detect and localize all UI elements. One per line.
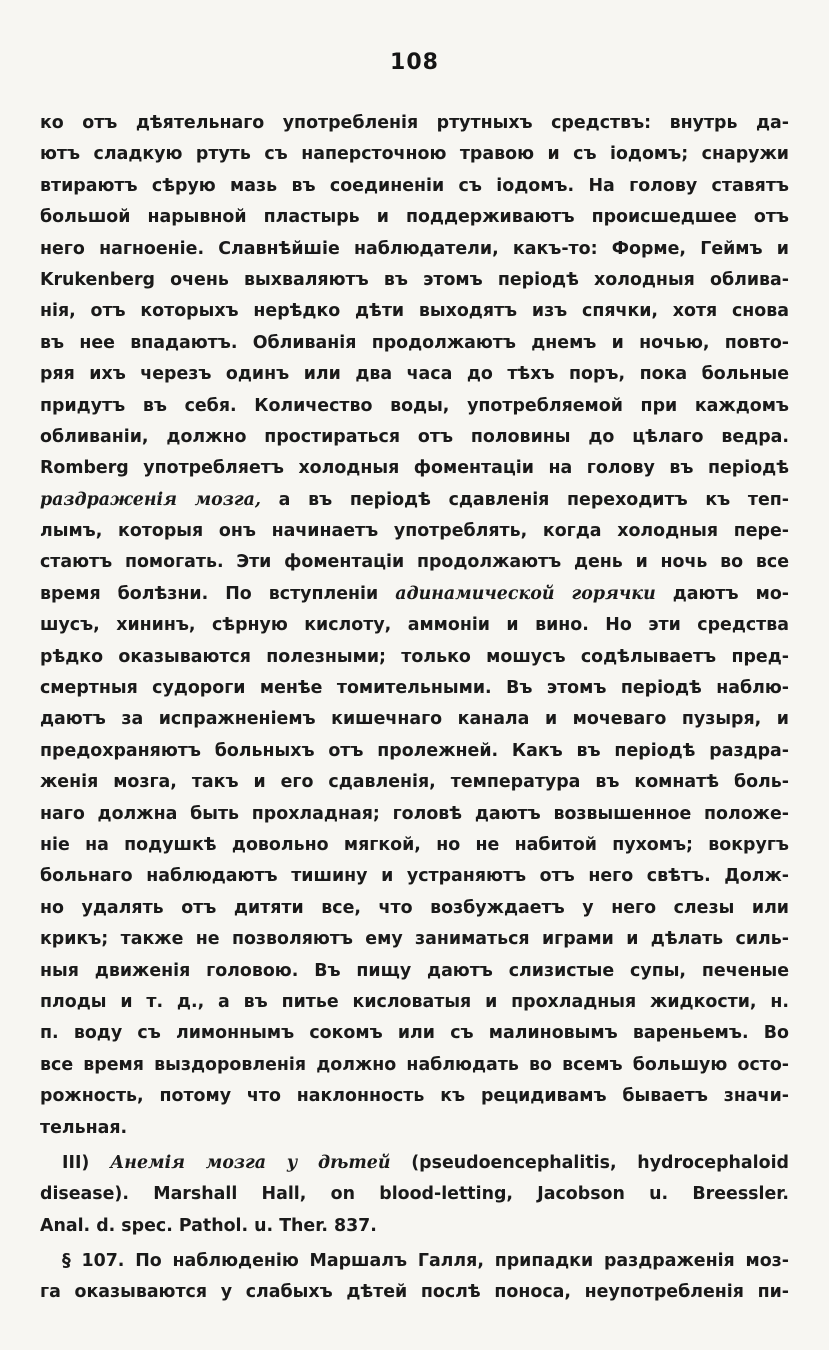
text-fragment: а въ періодѣ сдавленія переходитъ къ теп- xyxy=(260,489,789,510)
text-line: даютъ за испражненіемъ кишечнаго канала и мочеваго пузыря, и xyxy=(40,709,789,730)
text-line: наго должна быть прохладная; головѣ даютъ возвышенное положе- xyxy=(40,803,789,824)
text-line: ютъ сладкую ртуть съ наперсточною травою и съ іодомъ; снаружи xyxy=(40,144,789,165)
section-heading-line xyxy=(40,1148,789,1179)
text-line: все время выздоровленія должно наблюдать во всемъ большую осто- xyxy=(40,1054,789,1075)
text-line: ніе на подушкѣ довольно мягкой, но не набитой пухомъ; вокругъ xyxy=(40,834,789,855)
text-line-mixed xyxy=(40,579,789,610)
section-reference: (pseudoencephalitis, hydrocephaloid xyxy=(390,1152,789,1173)
text-line: шусъ, хининъ, сѣрную кислоту, аммоніи и вино. Но эти средства xyxy=(40,615,789,636)
text-line: больнаго наблюдаютъ тишину и устраняютъ отъ него свѣтъ. Долж- xyxy=(40,866,789,887)
text-line: нія, отъ которыхъ нерѣдко дѣти выходятъ изъ спячки, хотя снова xyxy=(40,301,789,322)
text-line: смертныя судороги менѣе томительными. Въ этомъ періодѣ наблю- xyxy=(40,678,789,699)
section-reference-line: Anal. d. spec. Pathol. u. Ther. 837. xyxy=(40,1215,377,1236)
text-line: предохраняютъ больныхъ отъ пролежней. Какъ въ періодѣ раздра- xyxy=(40,740,789,761)
section-reference-line: disease). Marshall Hall, on blood-letting, Jacobson u. Breessler. xyxy=(40,1184,789,1205)
text-line: ныя движенія головою. Въ пищу даютъ слизистые супы, печеные xyxy=(40,960,789,981)
text-fragment: даютъ мо- xyxy=(655,583,789,604)
text-line: лымъ, которыя онъ начинаетъ употреблять, когда холодныя пере- xyxy=(40,521,789,542)
page-number: 108 xyxy=(390,50,439,75)
text-line: рѣдко оказываются полезными; только мошусъ содѣлываетъ пред- xyxy=(40,646,789,667)
text-line: рожность, потому что наклонность къ рецидивамъ бываетъ значи- xyxy=(40,1086,789,1107)
text-line: но удалять отъ дитяти все, что возбуждаетъ у него слезы или xyxy=(40,897,789,918)
text-line: Romberg употребляетъ холодныя фоментаціи на голову въ періодѣ xyxy=(40,458,789,479)
text-line: стаютъ помогать. Эти фоментаціи продолжаютъ день и ночь во все xyxy=(40,552,789,573)
text-line: ко отъ дѣятельнаго употребленія ртутныхъ средствъ: внутрь да- xyxy=(40,113,789,133)
text-line: плоды и т. д., а въ питье кисловатыя и прохладныя жидкости, н. xyxy=(40,991,789,1012)
text-fragment: время болѣзни. По вступленіи xyxy=(40,583,396,604)
text-line: женія мозга, такъ и его сдавленія, температура въ комнатѣ боль- xyxy=(40,772,789,793)
text-line: § 107. По наблюденію Маршалъ Галля, припадки раздраженія моз- xyxy=(62,1251,789,1272)
page-body xyxy=(40,108,789,1309)
text-line: Krukenberg очень выхваляютъ въ этомъ періодѣ холодныя облива- xyxy=(40,269,789,290)
text-line: большой нарывной пластырь и поддерживаютъ происшедшее отъ xyxy=(40,207,789,228)
text-line-mixed xyxy=(40,485,789,516)
text-line: ряя ихъ черезъ одинъ или два часа до тѣхъ поръ, пока больные xyxy=(40,364,789,385)
text-line: га оказываются у слабыхъ дѣтей послѣ поноса, неупотребленія пи- xyxy=(40,1282,789,1303)
text-line: въ нее впадаютъ. Обливанія продолжаютъ днемъ и ночью, повто- xyxy=(40,332,789,353)
section-number: III) xyxy=(62,1152,90,1173)
text-line: обливаніи, должно простираться отъ половины до цѣлаго ведра. xyxy=(40,426,789,447)
text-line: придутъ въ себя. Количество воды, употребляемой при каждомъ xyxy=(40,395,789,416)
text-line: тельная. xyxy=(40,1117,128,1138)
text-line: втираютъ сѣрую мазь въ соединеніи съ іодомъ. На голову ставятъ xyxy=(40,175,789,196)
text-line: п. воду съ лимоннымъ сокомъ или съ малиновымъ вареньемъ. Во xyxy=(40,1023,789,1044)
section-title: Анемія мозга у дѣтей xyxy=(110,1152,391,1173)
text-line: крикъ; также не позволяютъ ему заниматься играми и дѣлать силь- xyxy=(40,929,789,950)
italic-term: раздраженія мозга, xyxy=(40,489,261,510)
text-line: него нагноеніе. Славнѣйшіе наблюдатели, какъ-то: Форме, Геймъ и xyxy=(40,238,789,259)
italic-term: адинамической горячки xyxy=(395,583,656,604)
